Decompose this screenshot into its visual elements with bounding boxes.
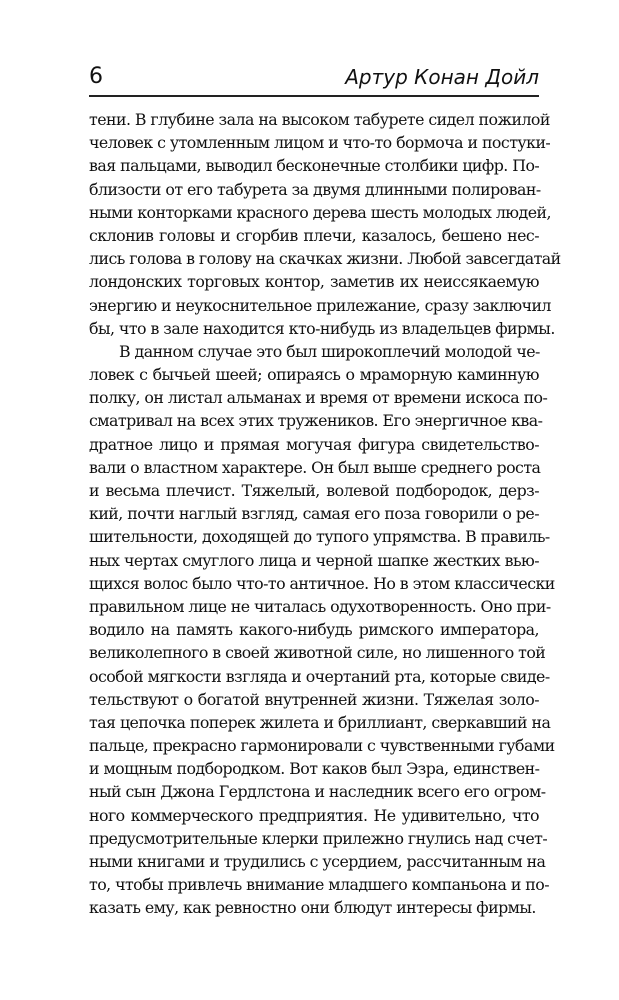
text-line: щихся волос было что-то античное. Но в этом классически	[89, 573, 555, 593]
paragraph	[89, 108, 561, 340]
text-line: ный сын Джона Гердлстона и наследник всего его огром-	[89, 782, 546, 802]
text-line: и мощным подбородком. Вот каков был Эзра, единствен-	[89, 759, 540, 779]
text-line: ными конторками красного дерева шесть молодых людей,	[89, 202, 551, 222]
text-line: тая цепочка поперек жилета и бриллиант, сверкавший на	[89, 712, 551, 732]
text-line: водило на память какого-нибудь римского императора,	[89, 620, 539, 640]
text-line: В данном случае это был широкоплечий молодой че-	[119, 341, 540, 361]
text-line: великолепного в своей животной силе, но лишенного той	[89, 643, 546, 663]
text-line: склонив головы и сгорбив плечи, казалось, бешено нес-	[89, 225, 539, 245]
text-line: лись голова в голову на скачках жизни. Любой завсегдатай	[89, 249, 561, 269]
text-line: то, чтобы привлечь внимание младшего компаньона и по-	[89, 875, 549, 895]
text-line: тени. В глубине зала на высоком табурете сидел пожилой	[89, 110, 550, 129]
text-line: бы, что в зале находится кто-нибудь из владельцев фирмы.	[89, 318, 555, 338]
running-header	[89, 62, 539, 98]
text-line: особой мягкости взгляда и очертаний рта, которые свиде-	[89, 666, 550, 686]
text-line: тельствуют о богатой внутренней жизни. Тяжелая золо-	[89, 689, 539, 709]
text-line: энергию и неукоснительное прилежание, сразу заключил	[89, 295, 551, 315]
text-line: предусмотрительные клерки прилежно гнулись над счет-	[89, 828, 548, 848]
text-line: полку, он листал альманах и время от времени искоса по-	[89, 388, 548, 408]
text-line: и весьма плечист. Тяжелый, волевой подбородок, дерз-	[89, 481, 539, 500]
text-line: ного коммерческого предприятия. Не удивительно, что	[89, 805, 539, 825]
text-line: лондонских торговых контор, заметив их неиссякаемую	[89, 272, 539, 292]
running-head-author: Артур Конан Дойл	[345, 65, 539, 89]
text-line: сматривал на всех этих тружеников. Его энергичное ква-	[89, 411, 543, 431]
text-line: ными книгами и трудились с усердием, рассчитанным на	[89, 852, 546, 871]
body-text	[89, 108, 561, 920]
text-line: близости от его табурета за двумя длинными полирован-	[89, 179, 541, 199]
header-rule	[89, 95, 539, 97]
text-line: человек с утомленным лицом и что-то бормоча и постуки-	[89, 133, 551, 153]
text-line: шительности, доходящей до тупого упрямства. В правиль-	[89, 527, 550, 547]
text-line: дратное лицо и прямая могучая фигура свидетельство-	[89, 434, 539, 454]
text-line: ных чертах смуглого лица и черной шапке жестких вью-	[89, 550, 539, 570]
text-line: казать ему, как ревностно они блюдут интересы фирмы.	[89, 898, 536, 918]
paragraph	[89, 340, 555, 920]
text-line: правильном лице не читалась одухотворенность. Оно при-	[89, 596, 551, 616]
text-line: вая пальцами, выводил бесконечные столбики цифр. По-	[89, 156, 540, 176]
text-line: вали о властном характере. Он был выше среднего роста	[89, 457, 541, 477]
page-number: 6	[89, 64, 103, 89]
text-line: пальце, прекрасно гармонировали с чувственными губами	[89, 736, 555, 756]
text-line: кий, почти наглый взгляд, самая его поза говорили о ре-	[89, 504, 539, 524]
text-line: ловек с бычьей шеей; опираясь о мраморную каминную	[89, 365, 539, 385]
